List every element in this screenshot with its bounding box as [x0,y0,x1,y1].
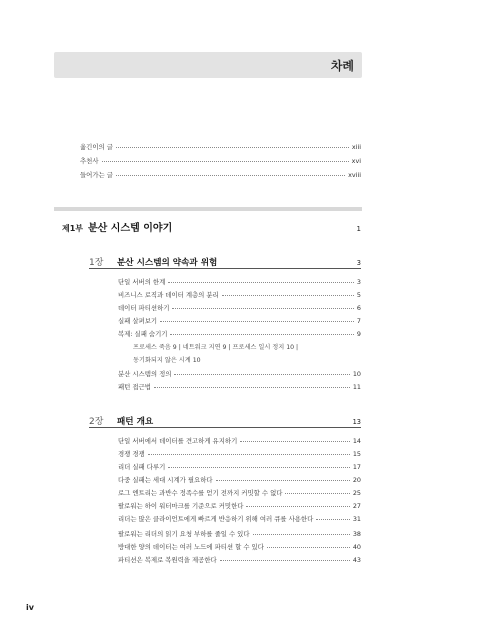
chapter-title: 패턴 개요 [117,417,154,427]
entry-title: 단일 서버에서 데이터를 견고하게 유지하기 [118,437,238,445]
entry-page: 43 [352,556,361,564]
subsection-line: 프로세스 죽음 9 | 네트워크 지연 9 | 프로세스 일시 정지 10 | [133,344,299,351]
entry-title: 복제: 실패 숨기기 [118,330,168,338]
entry-page: 38 [352,530,361,538]
toc-entry [118,555,361,564]
entry-page: 31 [352,515,361,523]
toc-entry [118,382,361,391]
toc-title: 차례 [330,59,354,73]
chapter-page: 3 [356,259,361,267]
toc-entry [118,303,361,312]
dot-leader [154,387,350,388]
entry-title: 파티션은 복제로 복원력을 제공한다 [118,556,217,564]
dot-leader [246,506,349,507]
entry-page: 15 [352,450,361,458]
entry-page: 25 [352,489,361,497]
entry-page: 10 [352,370,361,378]
entry-title: 팔로워는 하이 워터마크를 기준으로 커밋한다 [118,502,244,510]
dot-leader [220,560,350,561]
chapter-rule [89,427,361,428]
entry-title: 실패 살펴보기 [118,317,158,325]
dot-leader [174,374,349,375]
entry-title: 방대한 양의 데이터는 여러 노드에 파티션 할 수 있다 [118,543,264,551]
dot-leader [316,519,350,520]
entry-page: 9 [356,330,361,338]
dot-leader [285,493,349,494]
entry-page: 14 [352,437,361,445]
entry-page: 6 [356,304,361,312]
dot-leader [116,175,345,176]
chapter-heading [89,255,361,268]
page-number: iv [26,603,34,612]
toc-entry [118,501,361,510]
entry-title: 팔로워는 리더의 읽기 요청 부하를 줄일 수 있다 [118,530,250,538]
entry-page: 27 [352,502,361,510]
part-page: 1 [356,225,361,233]
entry-page: 40 [352,543,361,551]
entry-title: 들어가는 글 [80,171,113,179]
part-title: 분산 시스템 이야기 [88,223,173,234]
chapter-heading [89,414,361,427]
entry-title: 단일 서버의 한계 [118,278,166,286]
entry-title: 옮긴이의 글 [80,143,113,151]
dot-leader [102,161,349,162]
toc-entry [118,488,361,497]
part-number: 제1부 [62,224,84,233]
toc-entry [118,290,361,299]
entry-title: 경쟁 경쟁 [118,450,145,458]
entry-title: 데이터 파티션하기 [118,304,170,312]
entry-page: xviii [348,171,361,179]
dot-leader [216,480,350,481]
toc-header-bar [54,52,362,78]
entry-title: 로그 엔트리는 과반수 정족수를 얻기 전까지 커밋할 수 없다 [118,489,283,497]
toc-entry [118,436,361,445]
chapter-rule [89,268,361,269]
dot-leader [240,441,350,442]
entry-title: 다중 실패는 세대 시계가 필요하다 [118,476,213,484]
dot-leader [148,454,350,455]
subsection-line: 동기화되지 않은 시계 10 [133,357,201,364]
dot-leader [253,534,350,535]
toc-entry [118,529,361,538]
part-divider [54,207,362,211]
chapter-number: 1장 [89,258,104,268]
dot-leader [168,282,354,283]
dot-leader [168,467,350,468]
dot-leader [170,334,353,335]
entry-page: xvi [351,157,361,165]
entry-page: 20 [352,476,361,484]
dot-leader [172,308,354,309]
toc-entry [118,369,361,378]
toc-entry [118,449,361,458]
entry-page: 7 [356,317,361,325]
chapter-title: 분산 시스템의 약속과 위험 [117,258,218,268]
entry-title: 분산 시스템의 정의 [118,370,172,378]
dot-leader [267,547,350,548]
entry-title: 리더는 많은 클라이언트에게 빠르게 반응하기 위해 여러 큐를 사용한다 [118,515,314,523]
toc-entry [118,542,361,551]
entry-page: 11 [352,383,361,391]
part-heading [62,219,361,234]
toc-entry [118,316,361,325]
entry-page: 3 [356,278,361,286]
entry-title: 추천사 [80,157,99,165]
toc-entry [118,329,361,338]
entry-title: 리더 실패 다루기 [118,463,166,471]
chapter-page: 13 [352,418,361,426]
dot-leader [116,147,349,148]
dot-leader [160,321,354,322]
entry-page: 5 [356,291,361,299]
toc-entry [118,462,361,471]
toc-entry [80,142,361,151]
toc-entry [118,277,361,286]
entry-page: xiii [351,143,361,151]
toc-entry [80,156,361,165]
toc-entry [118,514,361,523]
entry-page: 17 [352,463,361,471]
dot-leader [222,295,354,296]
entry-title: 비즈니스 로직과 데이터 계층의 분리 [118,291,219,299]
toc-entry [80,170,361,179]
entry-title: 패턴 접근법 [118,383,151,391]
chapter-number: 2장 [89,417,104,427]
toc-entry [118,475,361,484]
